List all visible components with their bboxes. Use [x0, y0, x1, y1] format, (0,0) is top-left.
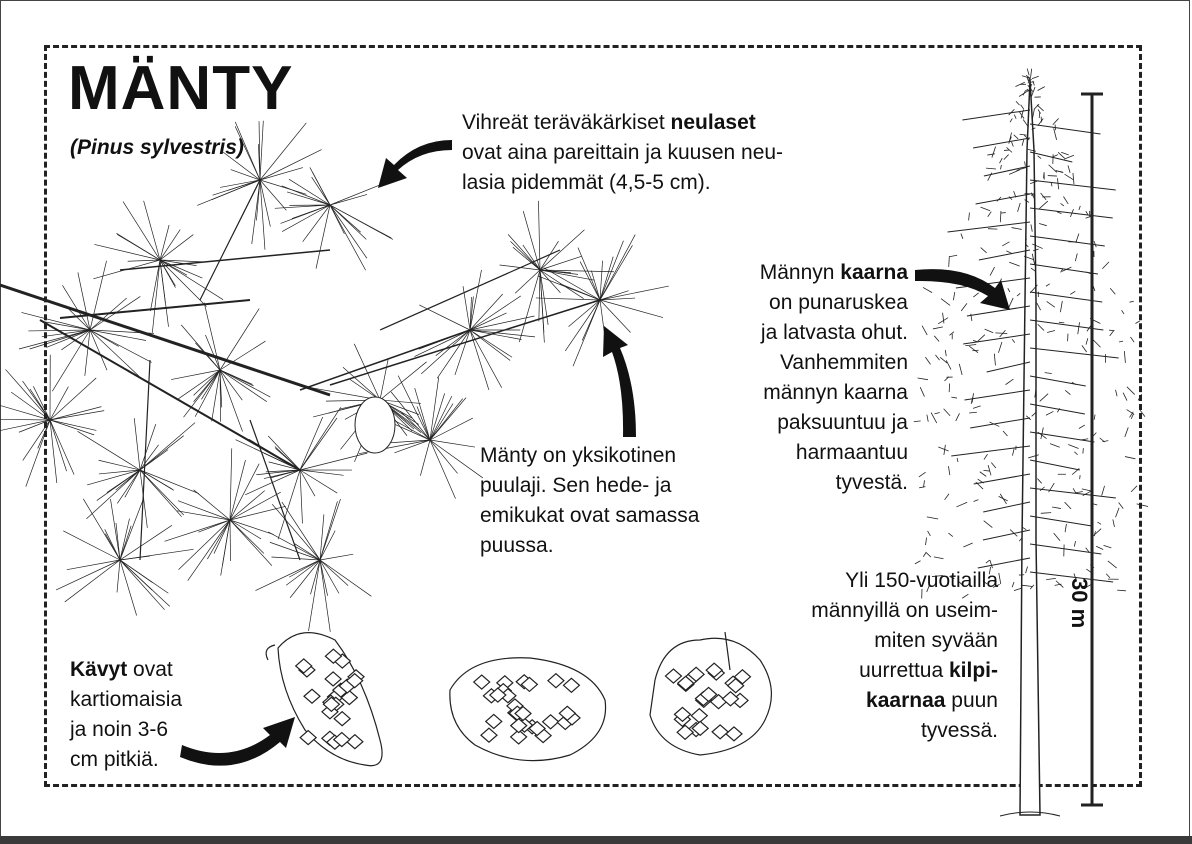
arrow-cones: [180, 717, 295, 766]
page-title: MÄNTY: [68, 54, 294, 123]
arrow-needles: [378, 140, 452, 188]
scale-bar: [1081, 94, 1103, 805]
cone-half-open-illustration: [450, 658, 606, 761]
latin-name: (Pinus sylvestris): [70, 136, 244, 159]
cones-text: Kävyt ovat kartiomaisia ja noin 3-6 cm pitkiä.: [70, 658, 183, 771]
cone-closed-illustration: [266, 633, 382, 766]
bark-text: Männyn kaarna on punaruskea ja latvasta ohut. Vanhemmiten männyn kaarna paksuuntuu ja harmaantuu tyvestä.: [759, 261, 908, 494]
cone-open-illustration: [650, 632, 771, 755]
arrow-bark: [915, 269, 1010, 310]
scale-label: 30 m: [1067, 578, 1092, 629]
needles-text: Vihreät teräväkärkiset neulaset ovat aina pareittain ja kuusen neu- lasia pidemmät (4,5-5 cm).: [462, 111, 784, 194]
flowers-text: Mänty on yksikotinen puulaji. Sen hede- ja emikukat ovat samassa puussa.: [480, 444, 700, 557]
old-bark-text: Yli 150-vuotiailla männyillä on useim- miten syvään uurrettua kilpi- kaarnaa puun tyvessä.: [811, 569, 998, 742]
arrow-flowers: [603, 326, 636, 437]
